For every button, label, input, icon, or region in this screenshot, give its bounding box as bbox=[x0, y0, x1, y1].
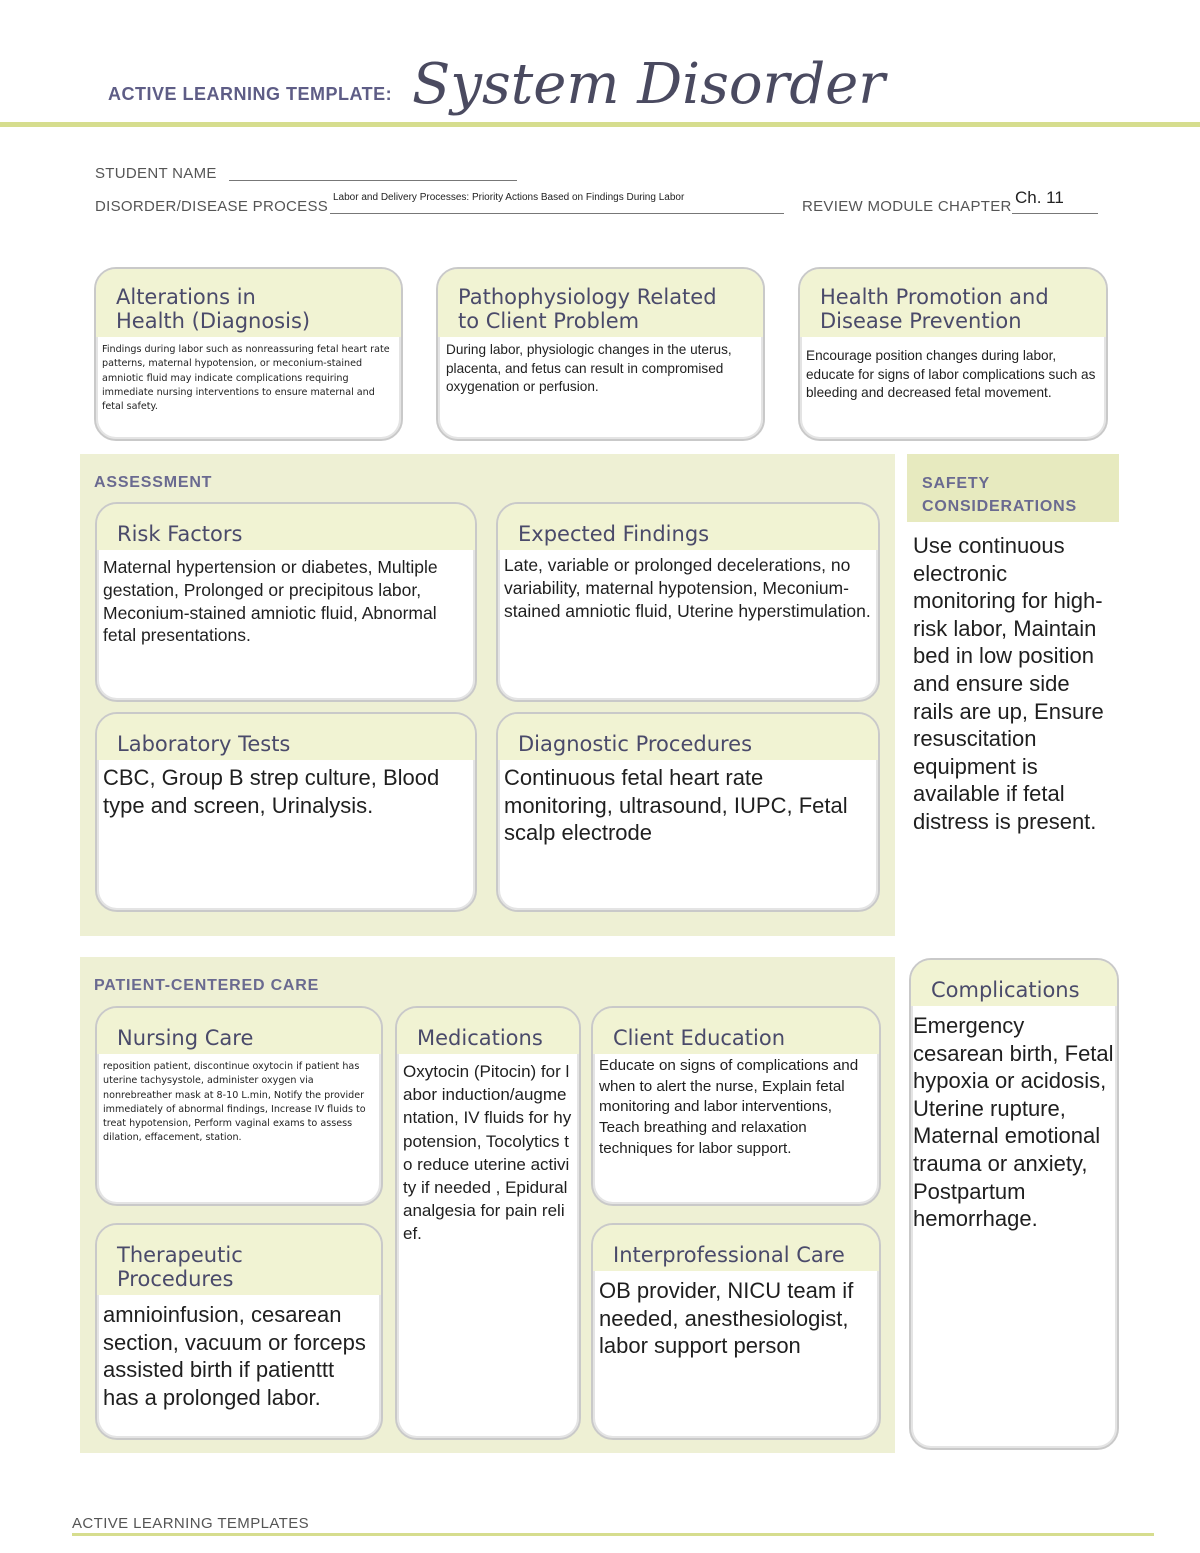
nursing-care-title: Nursing Care bbox=[97, 1008, 381, 1054]
laboratory-tests-box bbox=[95, 712, 477, 912]
laboratory-tests-text: CBC, Group B strep culture, Blood type and screen, Urinalysis. bbox=[103, 765, 440, 818]
assessment-label: ASSESSMENT bbox=[94, 474, 213, 491]
pathophysiology-title bbox=[438, 269, 763, 337]
alterations-title-line1: Alterations in bbox=[116, 285, 256, 309]
laboratory-tests-title: Laboratory Tests bbox=[97, 714, 475, 760]
student-name-label: STUDENT NAME bbox=[95, 165, 217, 182]
client-education-text: Educate on signs of complications and when to alert the nurse, Explain fetal monitoring and labor interventions, Teach breathing and relaxation techniques for labor support. bbox=[599, 1057, 859, 1157]
chapter-value: Ch. 11 bbox=[1015, 188, 1064, 207]
complications-text: Emergency cesarean birth, Fetal hypoxia or acidosis, Uterine rupture, Maternal emotional trauma or anxiety, Postpartum hemorrhage. bbox=[913, 1013, 1114, 1232]
expected-findings-title: Expected Findings bbox=[498, 504, 878, 550]
health-promotion-box bbox=[798, 267, 1108, 441]
patient-care-label: PATIENT-CENTERED CARE bbox=[94, 977, 320, 994]
medications-box bbox=[395, 1006, 581, 1440]
nursing-care-text: reposition patient, discontinue oxytocin if patient has uterine tachysystole, administer oxygen via nonrebreather mask at 8-10 L.min, Notify the provider immediately of abnormal findings, Increase IV fluids to treat hypotension, Perform vaginal exams to assess dilation, effacement, station. bbox=[103, 1061, 366, 1144]
interprofessional-care-text: OB provider, NICU team if needed, anesthesiologist, labor support person bbox=[599, 1278, 854, 1359]
client-education-box bbox=[591, 1006, 881, 1206]
health-promotion-title bbox=[800, 269, 1106, 337]
diagnostic-procedures-box bbox=[496, 712, 880, 912]
therapeutic-procedures-title: Therapeutic Procedures bbox=[97, 1225, 381, 1295]
safety-label-line2: CONSIDERATIONS bbox=[922, 498, 1077, 515]
therapeutic-procedures-text: amnioinfusion, cesarean section, vacuum or forceps assisted birth if patienttt has a prolonged labor. bbox=[103, 1302, 366, 1410]
interprofessional-care-box bbox=[591, 1223, 881, 1440]
expected-findings-box bbox=[496, 502, 880, 702]
therapeutic-procedures-box bbox=[95, 1223, 383, 1440]
client-education-title: Client Education bbox=[593, 1008, 879, 1054]
pathophysiology-title-line2: to Client Problem bbox=[458, 309, 640, 333]
diagnostic-procedures-text: Continuous fetal heart rate monitoring, ultrasound, IUPC, Fetal scalp electrode bbox=[504, 765, 848, 846]
interprofessional-care-title: Interprofessional Care bbox=[593, 1225, 879, 1271]
footer-rule bbox=[72, 1533, 1154, 1536]
page-title: System Disorder bbox=[412, 52, 886, 117]
pathophysiology-box bbox=[436, 267, 765, 441]
complications-title: Complications bbox=[911, 960, 1117, 1006]
expected-findings-text: Late, variable or prolonged decelerations, no variability, maternal hypotension, Meconium-stained amniotic fluid, Uterine hyperstimulation. bbox=[504, 555, 871, 621]
risk-factors-title: Risk Factors bbox=[97, 504, 475, 550]
medications-title: Medications bbox=[397, 1008, 579, 1054]
risk-factors-box bbox=[95, 502, 477, 702]
risk-factors-text: Maternal hypertension or diabetes, Multiple gestation, Prolonged or precipitous labor, Meconium-stained amniotic fluid, Abnormal fetal presentations. bbox=[103, 557, 438, 646]
chapter-field[interactable] bbox=[1012, 213, 1098, 214]
footer-text: ACTIVE LEARNING TEMPLATES bbox=[72, 1515, 309, 1532]
health-promotion-text: Encourage position changes during labor, educate for signs of labor complications such as bleeding and decreased fetal movement. bbox=[806, 348, 1096, 400]
disorder-label: DISORDER/DISEASE PROCESS bbox=[95, 198, 329, 215]
safety-label-line1: SAFETY bbox=[922, 475, 990, 492]
safety-label bbox=[922, 472, 1077, 518]
alterations-title-line2: Health (Diagnosis) bbox=[116, 309, 311, 333]
pathophysiology-text: During labor, physiologic changes in the uterus, placenta, and fetus can result in compromised oxygenation or perfusion. bbox=[446, 342, 732, 394]
student-name-field[interactable] bbox=[229, 180, 517, 181]
disorder-field[interactable] bbox=[330, 213, 784, 214]
alterations-title bbox=[96, 269, 401, 337]
header-rule bbox=[0, 122, 1200, 127]
safety-text: Use continuous electronic monitoring for high-risk labor, Maintain bed in low position and ensure side rails are up, Ensure resuscitation equipment is available if fetal distress is present. bbox=[913, 533, 1104, 834]
diagnostic-procedures-title: Diagnostic Procedures bbox=[498, 714, 878, 760]
complications-box bbox=[909, 958, 1119, 1450]
health-promotion-title-line2: Disease Prevention bbox=[820, 309, 1022, 333]
disorder-value: Labor and Delivery Processes: Priority Actions Based on Findings During Labor bbox=[333, 192, 685, 203]
chapter-label: REVIEW MODULE CHAPTER bbox=[802, 198, 1012, 215]
alterations-box bbox=[94, 267, 403, 441]
pathophysiology-title-line1: Pathophysiology Related bbox=[458, 285, 717, 309]
health-promotion-title-line1: Health Promotion and bbox=[820, 285, 1049, 309]
template-label: ACTIVE LEARNING TEMPLATE: bbox=[108, 84, 393, 104]
alterations-text: Findings during labor such as nonreassuring fetal heart rate patterns, maternal hypotension, or meconium-stained amniotic fluid may indicate complications requiring immediate nursing interventions to ensure maternal and fetal safety. bbox=[102, 344, 390, 413]
nursing-care-box bbox=[95, 1006, 383, 1206]
medications-text: Oxytocin (Pitocin) for labor induction/augmentation, IV fluids for hypotension, Tocolytics to reduce uterine activity if needed , Epidural analgesia for pain relief. bbox=[403, 1062, 572, 1244]
